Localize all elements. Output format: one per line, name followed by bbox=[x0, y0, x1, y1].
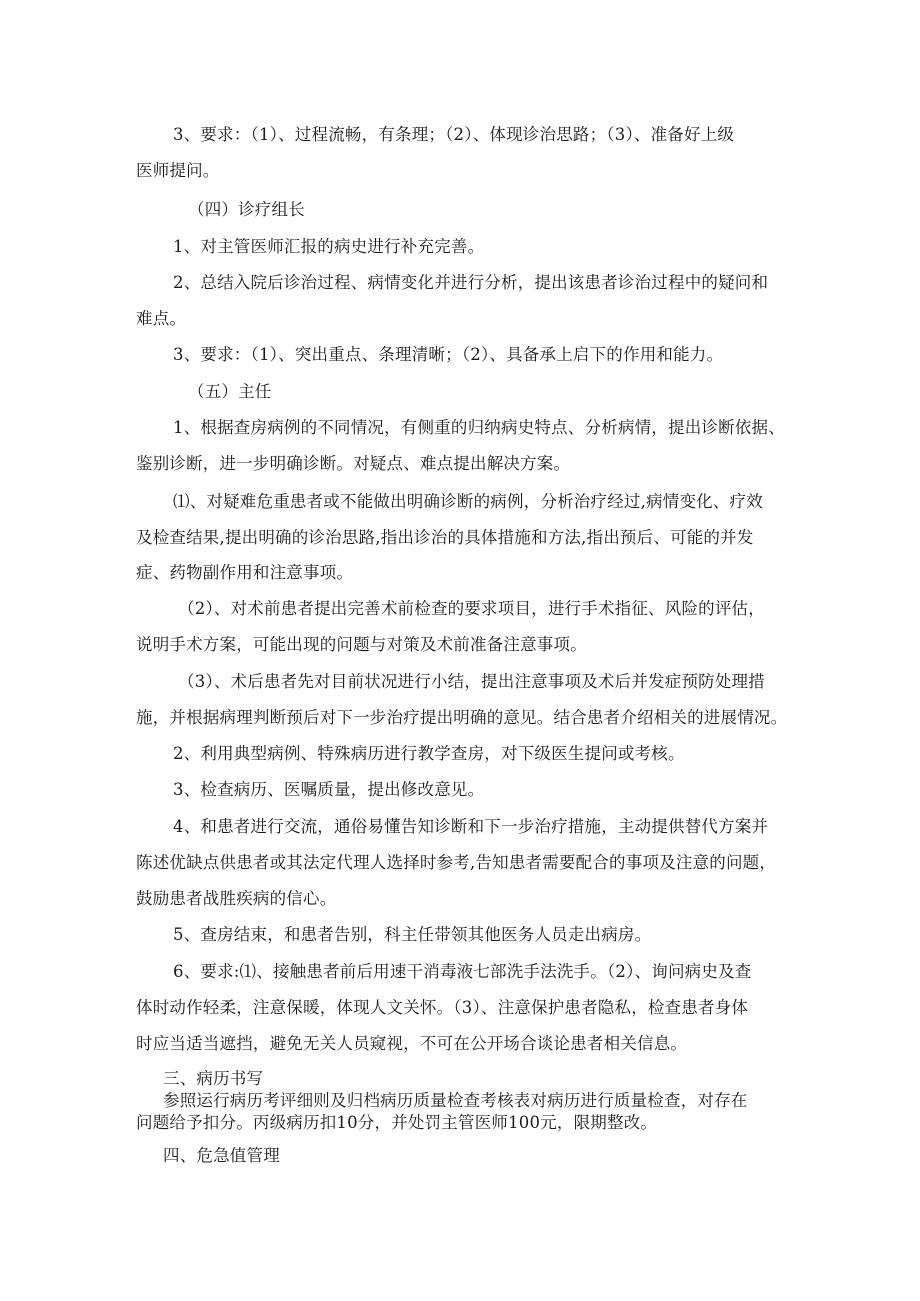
text-line: 2、总结入院后诊治过程、病情变化并进行分析，提出该患者诊治过程中的疑问和 bbox=[173, 273, 769, 292]
text-line: 医师提问。 bbox=[136, 161, 220, 180]
text-line: 症、药物副作用和注意事项。 bbox=[136, 563, 354, 582]
section-heading: 四、危急值管理 bbox=[163, 1146, 280, 1165]
text-line: 参照运行病历考评细则及归档病历质量检查考核表对病历进行质量检查，对存在 bbox=[163, 1091, 748, 1110]
text-line: 时应当适当遮挡，避免无关人员窥视，不可在公开场合谈论患者相关信息。 bbox=[136, 1034, 688, 1053]
text-line: （2）、对术前患者提出完善术前检查的要求项目，进行手术指征、风险的评估， bbox=[178, 599, 765, 618]
text-line: 及检查结果,提出明确的诊治思路,指出诊治的具体措施和方法,指出预后、可能的并发 bbox=[136, 528, 754, 547]
text-line: ⑴、对疑难危重患者或不能做出明确诊断的病例，分析治疗经过,病情变化、疗效 bbox=[173, 492, 763, 511]
text-line: 问题给予扣分。丙级病历扣10分，并处罚主管医师100元，限期整改。 bbox=[136, 1113, 658, 1132]
text-line: 3、要求：（1）、过程流畅，有条理；（2）、体现诊治思路；（3）、准备好上级 bbox=[173, 125, 735, 144]
text-line: 难点。 bbox=[136, 309, 187, 328]
text-line: 6、要求:⑴、接触患者前后用速干消毒液七部洗手法洗手。（2）、询问病史及查 bbox=[173, 962, 752, 981]
text-line: 3、检查病历、医嘱质量，提出修改意见。 bbox=[173, 780, 485, 799]
text-line: 鉴别诊断，进一步明确诊断。对疑点、难点提出解决方案。 bbox=[136, 454, 571, 473]
text-line: 陈述优缺点供患者或其法定代理人选择时参考,告知患者需要配合的事项及注意的问题， bbox=[136, 853, 777, 872]
text-line: 施，并根据病理判断预后对下一步治疗提出明确的意见。结合患者介绍相关的进展情况。 bbox=[136, 708, 788, 727]
text-line: 5、查房结束，和患者告别，科主任带领其他医务人员走出病房。 bbox=[173, 925, 652, 944]
section-heading: 三、病历书写 bbox=[163, 1069, 264, 1088]
text-line: 1、根据查房病例的不同情况，有侧重的归纳病史特点、分析病情，提出诊断依据、 bbox=[173, 418, 785, 437]
text-line: 体时动作轻柔，注意保暖，体现人文关怀。（3）、注意保护患者隐私，检查患者身体 bbox=[136, 998, 749, 1017]
text-line: 说明手术方案，可能出现的问题与对策及术前准备注意事项。 bbox=[136, 635, 587, 654]
section-heading: （四）诊疗组长 bbox=[188, 200, 305, 219]
text-line: 4、和患者进行交流，通俗易懂告知诊断和下一步治疗措施，主动提供替代方案并 bbox=[173, 817, 769, 836]
text-line: 1、对主管医师汇报的病史进行补充完善。 bbox=[173, 237, 485, 256]
text-line: 2、利用典型病例、特殊病历进行教学查房，对下级医生提问或考核。 bbox=[173, 744, 685, 763]
text-line: 3、要求：（1）、突出重点、条理清晰；（2）、具备承上启下的作用和能力。 bbox=[173, 345, 724, 364]
text-line: （3）、术后患者先对目前状况进行小结，提出注意事项及术后并发症预防处理措 bbox=[178, 672, 765, 691]
text-line: 鼓励患者战胜疾病的信心。 bbox=[136, 889, 337, 908]
section-heading: （五）主任 bbox=[188, 382, 272, 401]
